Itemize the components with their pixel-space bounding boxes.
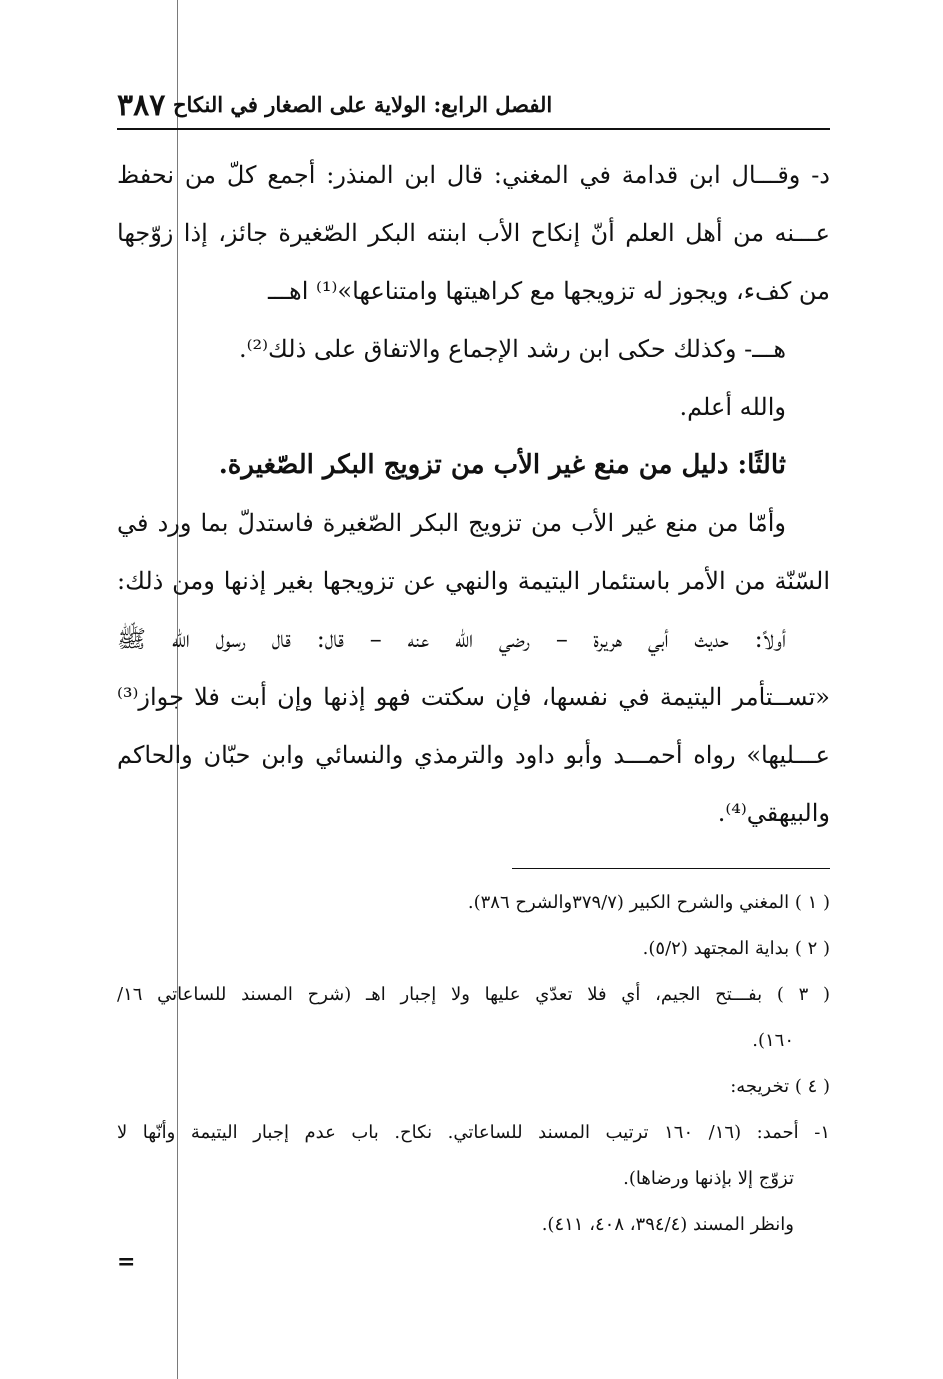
body-line: والله أعلم.	[679, 393, 786, 421]
body-line: عـــنه من أهل العلم أنّ إنكاح الأب ابنته البكر الصّغيرة جائز، إذا زوّجها	[117, 219, 830, 247]
footnote-line: تزوّج إلا بإذنها ورضاها).	[623, 1168, 794, 1189]
running-title: الفصل الرابع: الولاية على الصغار في النكاح	[173, 92, 553, 117]
footnotes	[117, 880, 830, 1248]
header-rule	[117, 128, 830, 130]
body-line: والبيهقي⁽⁴⁾.	[717, 799, 830, 827]
hadith-line: «تســتأمر اليتيمة في نفسها، فإن سكتت فهو إذنها وإن أبت فلا جواز⁽³⁾	[117, 683, 830, 711]
footnote-line: وانظر المسند (٣٩٤/٤، ٤٠٨، ٤١١).	[541, 1214, 794, 1235]
hadith-intro-line: أولاً: حديث أبي هريرة – رضي الله عنه – قال: قال رسول الله ﷺ	[117, 625, 786, 653]
page-number: ٣٨٧	[117, 88, 166, 123]
body-line: هـــ- وكذلك حكى ابن رشد الإجماع والاتفاق على ذلك⁽²⁾.	[239, 335, 786, 363]
footnote-separator	[512, 868, 830, 869]
body-line: عـــليها» رواه أحمـــد وأبو داود والترمذي والنسائي وابن حبّان والحاكم	[117, 741, 830, 769]
footnote-line: ( ١ ) المغني والشرح الكبير (٣٧٩/٧والشرح ٣٨٦).	[467, 892, 830, 913]
body-line: وأمّا من منع غير الأب من تزويج البكر الصّغيرة فاستدلّ بما ورد في	[117, 509, 786, 537]
footnote-line: ١٦٠).	[752, 1030, 794, 1051]
footnote-line: ( ٤ ) تخريجه:	[730, 1076, 830, 1097]
footnote-line: ( ٢ ) بداية المجتهد (٥/٢).	[642, 938, 830, 959]
body-line: د- وقـــال ابن قدامة في المغني: قال ابن المنذر: أجمع كلّ من نحفظ	[117, 161, 830, 189]
body-text	[117, 146, 830, 842]
footnote-line: ١- أحمد: (١٦/ ١٦٠ ترتيب المسند للساعاتي. نكاح. باب عدم إجبار اليتيمة وأنّها لا	[117, 1122, 830, 1143]
section-heading: ثالثًا: دليل من منع غير الأب من تزويج البكر الصّغيرة.	[218, 450, 786, 480]
body-line: السّنّة من الأمر باستئمار اليتيمة والنهي عن تزويجها بغير إذنها ومن ذلك:	[117, 567, 830, 595]
continuation-mark: =	[117, 1249, 136, 1275]
body-line: من كفء، ويجوز له تزويجها مع كراهيتها وامتناعها»⁽¹⁾ اهـــ	[267, 277, 830, 305]
footnote-line: ( ٣ ) بفـــتح الجيم، أي فلا تعدّي عليها ولا إجبار اهـ (شرح المسند للساعاتي ١٦/	[117, 984, 830, 1005]
